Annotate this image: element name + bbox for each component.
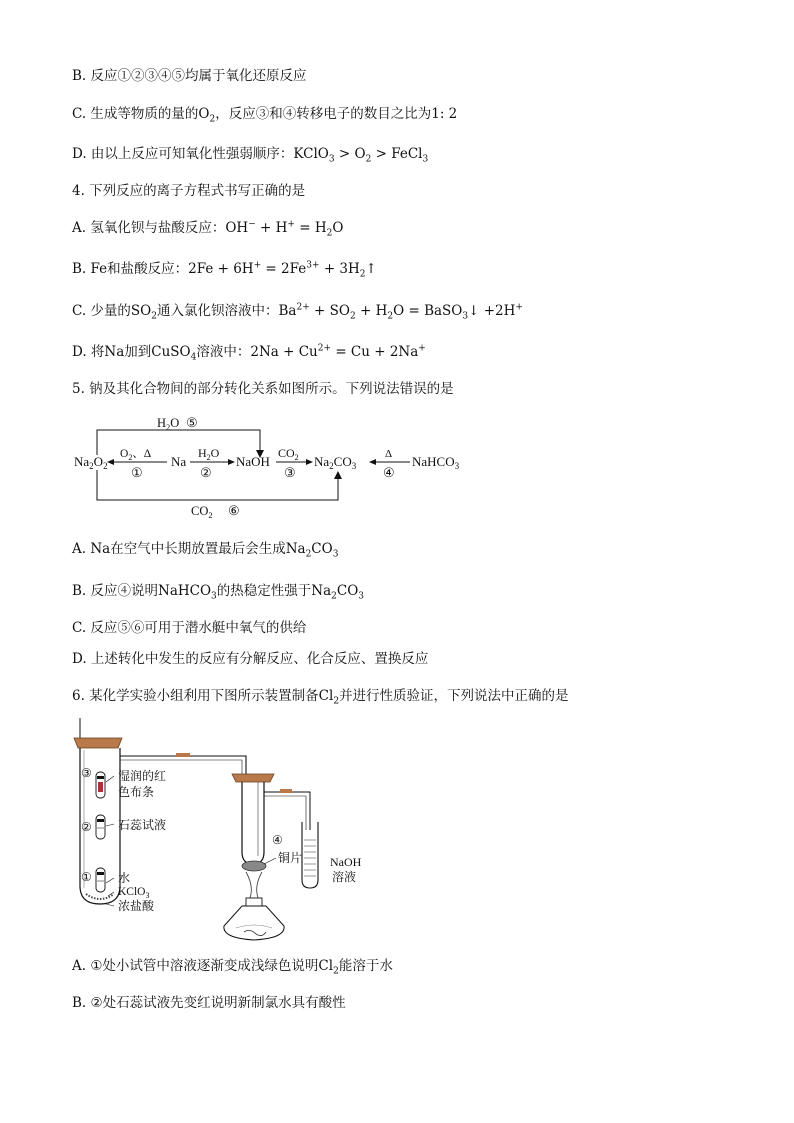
species-na2o2: $Na_2O_2$ [74, 454, 108, 471]
label-naoh-1: NaOH [330, 855, 362, 869]
reaction-4-arrowhead [369, 459, 376, 465]
lamp-cap [246, 898, 262, 906]
tube-joint-2 [280, 789, 292, 793]
reaction-3-arrowhead [306, 459, 313, 465]
chlorine-apparatus-diagram [66, 718, 396, 946]
sodium-conversion-scheme [70, 410, 480, 522]
reaction-1-number: ① [131, 465, 143, 480]
naoh-liquid-hatching [304, 840, 316, 876]
copper-sheet [242, 861, 266, 871]
middle-tube-stopper [232, 774, 274, 782]
label-kclo3: KClO$_3$ [118, 886, 150, 900]
position-4-number: ④ [272, 833, 283, 847]
left-tube-stopper [74, 738, 122, 748]
reaction-2-arrowhead [228, 459, 235, 465]
q5-option-b: B. 反应④说明NaHCO$_3$的热稳定性强于$Na_2CO_3$ [72, 583, 365, 602]
reaction-2-number: ② [200, 465, 212, 480]
red-cloth-strip [98, 782, 103, 792]
reaction-1-arrowhead [107, 459, 114, 465]
q6-stem: 6. 某化学实验小组利用下图所示装置制备$Cl_2$并进行性质验证，下列说法中正确的是 [72, 688, 569, 707]
label-wet-red-cloth-2: 色布条 [118, 785, 155, 799]
reaction-1-conditions: $O_2$、Δ [120, 448, 152, 462]
q3-option-c: C. 生成等物质的量的$O_2$，反应③和④转移电子的数目之比为1: 2 [72, 106, 458, 125]
q5-stem: 5. 钠及其化合物间的部分转化关系如图所示。下列说法错误的是 [72, 381, 454, 397]
small-tube-3 [96, 772, 105, 798]
tube-joint-1 [176, 753, 190, 757]
label-naoh-2: 溶液 [332, 870, 357, 884]
species-na: Na [171, 454, 187, 469]
q6-option-b: B. ②处石蕊试液先变红说明新制氯水具有酸性 [72, 995, 346, 1011]
small-tube-1 [96, 868, 105, 892]
species-nahco3: NaHCO$_3$ [412, 454, 460, 471]
small-tube-2 [96, 815, 105, 839]
label-conc-hcl: 浓盐酸 [118, 899, 155, 913]
reaction-3-number: ③ [284, 465, 296, 480]
connecting-tube-2 [264, 792, 310, 830]
q4-option-d: D. 将Na加到CuSO$_4$溶液中：$2Na + Cu^{2+} = Cu + 2Na^+$ [72, 343, 426, 363]
reaction-6-label: $CO_2$ [191, 504, 213, 520]
position-1-number: ① [81, 870, 92, 884]
q3-option-b: B. 反应①②③④⑤均属于氧化还原反应 [72, 68, 307, 84]
q4-option-b: B. Fe和盐酸反应：$2Fe + 6H^+ = 2Fe^{3+}$ + $3H_2↑$ [72, 260, 377, 280]
q3-option-d: D. 由以上反应可知氧化性强弱顺序：KClO$_3$ > $O_2$ > FeCl$_3$ [72, 146, 429, 165]
naoh-test-tube [302, 822, 318, 888]
label-water: 水 [118, 871, 131, 885]
q5-option-d: D. 上述转化中发生的反应有分解反应、化合反应、置换反应 [72, 651, 429, 667]
reaction-6-number: ⑥ [228, 503, 240, 518]
q4-option-c: C. 少量的$SO_2$通入氯化钡溶液中：$Ba^{2+} + SO_2 + H_2O$ = BaSO$_3$↓ +2H+ [72, 302, 523, 322]
reaction-4-number: ④ [383, 465, 395, 480]
reaction-3-conditions: $CO_2$ [278, 446, 299, 462]
label-litmus: 石蕊试液 [118, 818, 167, 832]
label-wet-red-cloth-1: 湿润的红 [118, 769, 167, 783]
position-3-number: ③ [81, 766, 92, 780]
flame [246, 872, 262, 898]
reaction-2-conditions: $H_2O$ [198, 446, 220, 462]
species-naoh: NaOH [236, 454, 270, 469]
reaction-6-arrowhead [334, 471, 342, 479]
position-2-number: ② [81, 820, 92, 834]
reaction-5-number: ⑤ [186, 415, 198, 430]
q6-option-a: A. ①处小试管中溶液逐渐变成浅绿色说明$Cl_2$能溶于水 [72, 958, 393, 977]
q4-stem: 4. 下列反应的离子方程式书写正确的是 [72, 183, 306, 199]
species-na2co3: $Na_2CO_3$ [314, 454, 357, 471]
label-copper: 铜片 [278, 851, 303, 865]
middle-reaction-tube [242, 782, 264, 864]
q5-option-c: C. 反应⑤⑥可用于潜水艇中氧气的供给 [72, 620, 307, 636]
q5-option-a: A. Na在空气中长期放置最后会生成$Na_2CO_3$ [72, 541, 339, 560]
q4-option-a: A. 氢氧化钡与盐酸反应：$OH^- + H^+ = H_2O$ [72, 219, 344, 239]
reaction-5-label: $H_2O$ [157, 416, 180, 432]
reaction-4-conditions: Δ [385, 448, 393, 460]
alcohol-lamp [224, 906, 284, 940]
